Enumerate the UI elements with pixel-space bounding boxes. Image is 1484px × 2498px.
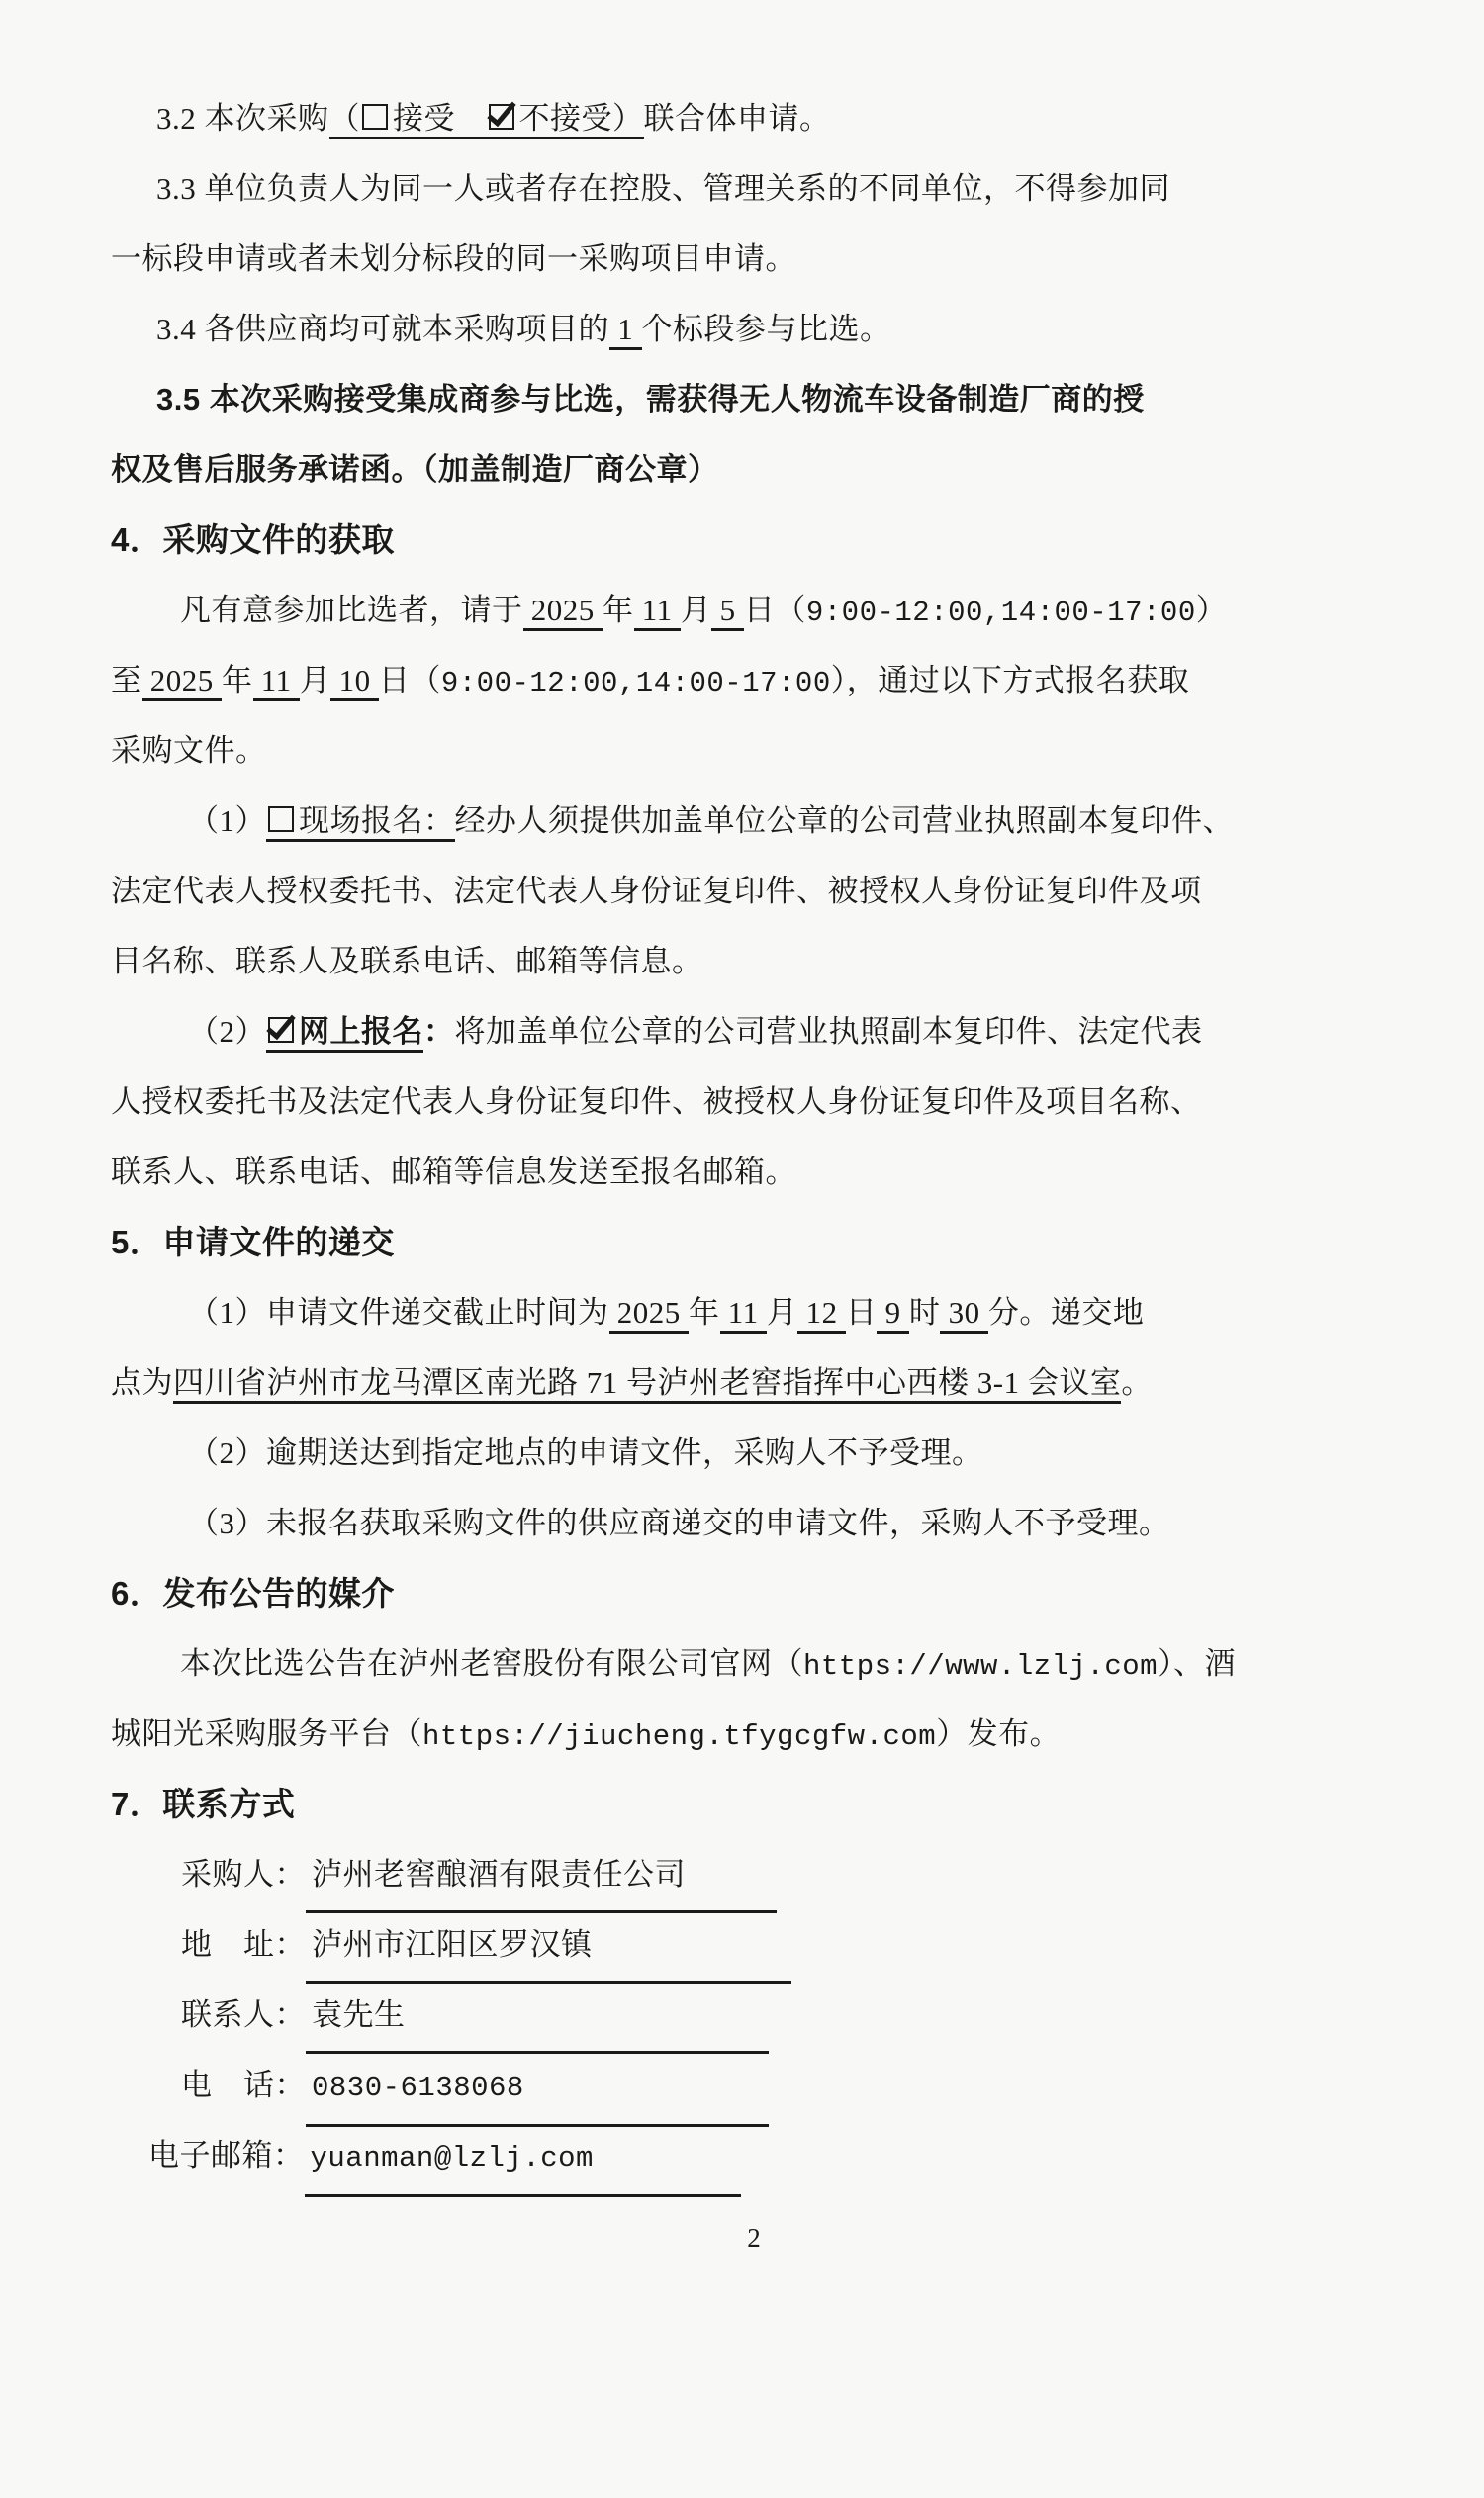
text-segment: 11: [253, 663, 300, 701]
clause-3-2: [111, 83, 1397, 153]
text-segment: 2025: [609, 1295, 690, 1334]
contact-email-label: 电子邮箱：: [148, 2138, 305, 2173]
clause-3-4: [111, 294, 1397, 364]
text-segment: 联系人、联系电话、邮箱等信息发送至报名邮箱。: [111, 1155, 796, 1189]
contact-purchaser: [111, 1839, 1397, 1909]
text-segment: 现场报名：: [299, 803, 455, 838]
text-segment: 四川省泸州市龙马潭区南光路 71 号泸州老窖指挥中心西楼 3-1 会议室: [173, 1365, 1121, 1404]
contact-person-value: 袁先生: [306, 1980, 769, 2054]
checkbox-unchecked-icon: [362, 104, 388, 130]
text-segment: 12: [797, 1295, 846, 1334]
text-segment: 经办人须提供加盖单位公章的公司营业执照副本复印件、: [454, 803, 1234, 838]
text-segment: 至: [111, 663, 142, 697]
text-segment: 本次比选公告在泸州老窖股份有限公司官网（: [180, 1646, 803, 1681]
text-segment: 人授权委托书及法定代表人身份证复印件、被授权人身份证复印件及项目名称、: [111, 1084, 1202, 1119]
contact-purchaser-label: 采购人：: [181, 1857, 306, 1892]
text-segment: ）: [1195, 593, 1228, 627]
text-segment: 5: [711, 593, 744, 631]
contact-phone: [111, 2050, 1397, 2120]
clause-3-5-line-1: [111, 364, 1397, 434]
text-segment: 年: [689, 1295, 720, 1330]
text-segment: 月: [680, 593, 712, 627]
clause-3-3-line-2: [111, 224, 1397, 294]
checkbox-checked-icon: [489, 104, 514, 130]
section-6-title: 6．发布公告的媒介: [111, 1575, 395, 1612]
text-segment: 日（: [743, 593, 806, 627]
section-4-heading: [111, 505, 1397, 575]
onsite-reg-line-2: [111, 856, 1397, 926]
text-segment: 30: [940, 1295, 988, 1334]
section-5-heading: [111, 1207, 1397, 1277]
text-segment: 。: [1121, 1365, 1153, 1400]
text-segment: （2）: [188, 1014, 266, 1049]
text-segment: 9:00-12:00,14:00-17:00: [805, 597, 1196, 629]
text-segment: [266, 803, 455, 842]
text-segment: 目名称、联系人及联系电话、邮箱等信息。: [111, 944, 703, 978]
text-segment: 11: [720, 1295, 767, 1334]
text-segment: 个标段参与比选。: [641, 312, 891, 346]
text-segment: 不接受）: [518, 101, 644, 136]
section-6-line-2: [111, 1699, 1397, 1769]
text-segment: ），通过以下方式报名获取: [830, 663, 1190, 697]
contact-person-label: 联系人：: [181, 1997, 306, 2032]
text-segment: （1）申请文件递交截止时间为: [188, 1295, 609, 1330]
section-7-heading: [111, 1769, 1397, 1839]
section-5-title: 5．申请文件的递交: [111, 1224, 395, 1260]
text-segment: 城阳光采购服务平台（: [111, 1716, 422, 1751]
contact-address-value: 泸州市江阳区罗汉镇: [306, 1909, 791, 1984]
text-segment: https://www.lzlj.com: [803, 1650, 1159, 1683]
document-lines: [111, 83, 1397, 2190]
section-4-line-3: [111, 715, 1397, 786]
text-segment: 联合体申请。: [643, 101, 831, 136]
text-segment: 月: [766, 1295, 798, 1330]
checkbox-unchecked-icon: [268, 806, 294, 832]
text-segment: 采购文件。: [111, 733, 267, 768]
section-7-title: 7．联系方式: [111, 1786, 296, 1822]
page-number: 2: [747, 2223, 761, 2253]
text-segment: 10: [330, 663, 379, 701]
onsite-reg-line-1: [111, 786, 1397, 856]
contact-phone-value: 0830-6138068: [306, 2053, 769, 2127]
text-segment: 时: [908, 1295, 941, 1330]
text-segment: 2025: [142, 663, 223, 701]
section-5-line-3: [111, 1418, 1397, 1488]
section-5-line-1: [111, 1277, 1397, 1347]
text-segment: [329, 101, 644, 139]
text-segment: 3.2 本次采购: [156, 101, 329, 136]
text-segment: 年: [222, 663, 253, 697]
text-segment: ：: [423, 1014, 455, 1049]
text-segment: （1）: [188, 803, 266, 838]
text-segment: 点为: [111, 1365, 173, 1400]
text-segment: [266, 1014, 423, 1053]
text-segment: ）、酒: [1158, 1646, 1237, 1681]
text-segment: 3.4 各供应商均可就本采购项目的: [156, 312, 609, 346]
online-reg-line-1: [111, 996, 1397, 1066]
text-segment: 9: [877, 1295, 909, 1334]
contact-phone-label: 电 话：: [181, 2068, 306, 2102]
text-segment: （2）逾期送达到指定地点的申请文件，采购人不予受理。: [188, 1435, 983, 1470]
section-6-heading: [111, 1558, 1397, 1628]
text-segment: （: [328, 101, 360, 136]
section-4-title: 4．采购文件的获取: [111, 521, 395, 558]
text-segment: 接受: [393, 101, 487, 136]
section-4-line-1: [111, 575, 1397, 645]
text-segment: ）发布。: [936, 1716, 1062, 1751]
contact-email: [111, 2120, 1397, 2190]
section-5-line-2: [111, 1347, 1397, 1418]
text-segment: 日: [845, 1295, 878, 1330]
text-segment: 年: [603, 593, 634, 627]
clause-3-3-line-1: [111, 153, 1397, 224]
section-4-line-2: [111, 645, 1397, 715]
text-segment: 9:00-12:00,14:00-17:00: [440, 667, 831, 699]
text-segment: 月: [299, 663, 331, 697]
contact-email-value: yuanman@lzlj.com: [305, 2123, 741, 2197]
text-segment: 3.5 本次采购接受集成商参与比选，需获得无人物流车设备制造厂商的授: [156, 382, 1145, 416]
clause-3-5-line-2: [111, 434, 1397, 505]
text-segment: 将加盖单位公章的公司营业执照副本复印件、法定代表: [454, 1014, 1203, 1049]
checkbox-checked-icon: [268, 1017, 294, 1043]
text-segment: 分。递交地: [987, 1295, 1145, 1330]
text-segment: 1: [609, 312, 642, 350]
text-segment: 2025: [523, 593, 603, 631]
text-segment: 日（: [378, 663, 441, 697]
online-reg-line-2: [111, 1066, 1397, 1137]
text-segment: https://jiucheng.tfygcgfw.com: [422, 1720, 937, 1753]
contact-person: [111, 1980, 1397, 2050]
contact-purchaser-value: 泸州老窖酿酒有限责任公司: [306, 1839, 777, 1913]
text-segment: 凡有意参加比选者，请于: [180, 593, 523, 627]
text-segment: 权及售后服务承诺函。（加盖制造厂商公章）: [111, 452, 719, 487]
text-segment: 网上报名: [299, 1014, 423, 1049]
onsite-reg-line-3: [111, 926, 1397, 996]
contact-address-label: 地 址：: [181, 1927, 306, 1962]
online-reg-line-3: [111, 1137, 1397, 1207]
text-segment: 3.3 单位负责人为同一人或者存在控股、管理关系的不同单位，不得参加同: [156, 171, 1170, 206]
text-segment: 一标段申请或者未划分标段的同一采购项目申请。: [111, 241, 796, 276]
text-segment: 11: [634, 593, 681, 631]
section-6-line-1: [111, 1628, 1397, 1699]
text-segment: 法定代表人授权委托书、法定代表人身份证复印件、被授权人身份证复印件及项: [111, 874, 1202, 908]
section-5-line-4: [111, 1488, 1397, 1558]
contact-address: [111, 1909, 1397, 1980]
text-segment: （3）未报名获取采购文件的供应商递交的申请文件，采购人不予受理。: [188, 1506, 1170, 1540]
